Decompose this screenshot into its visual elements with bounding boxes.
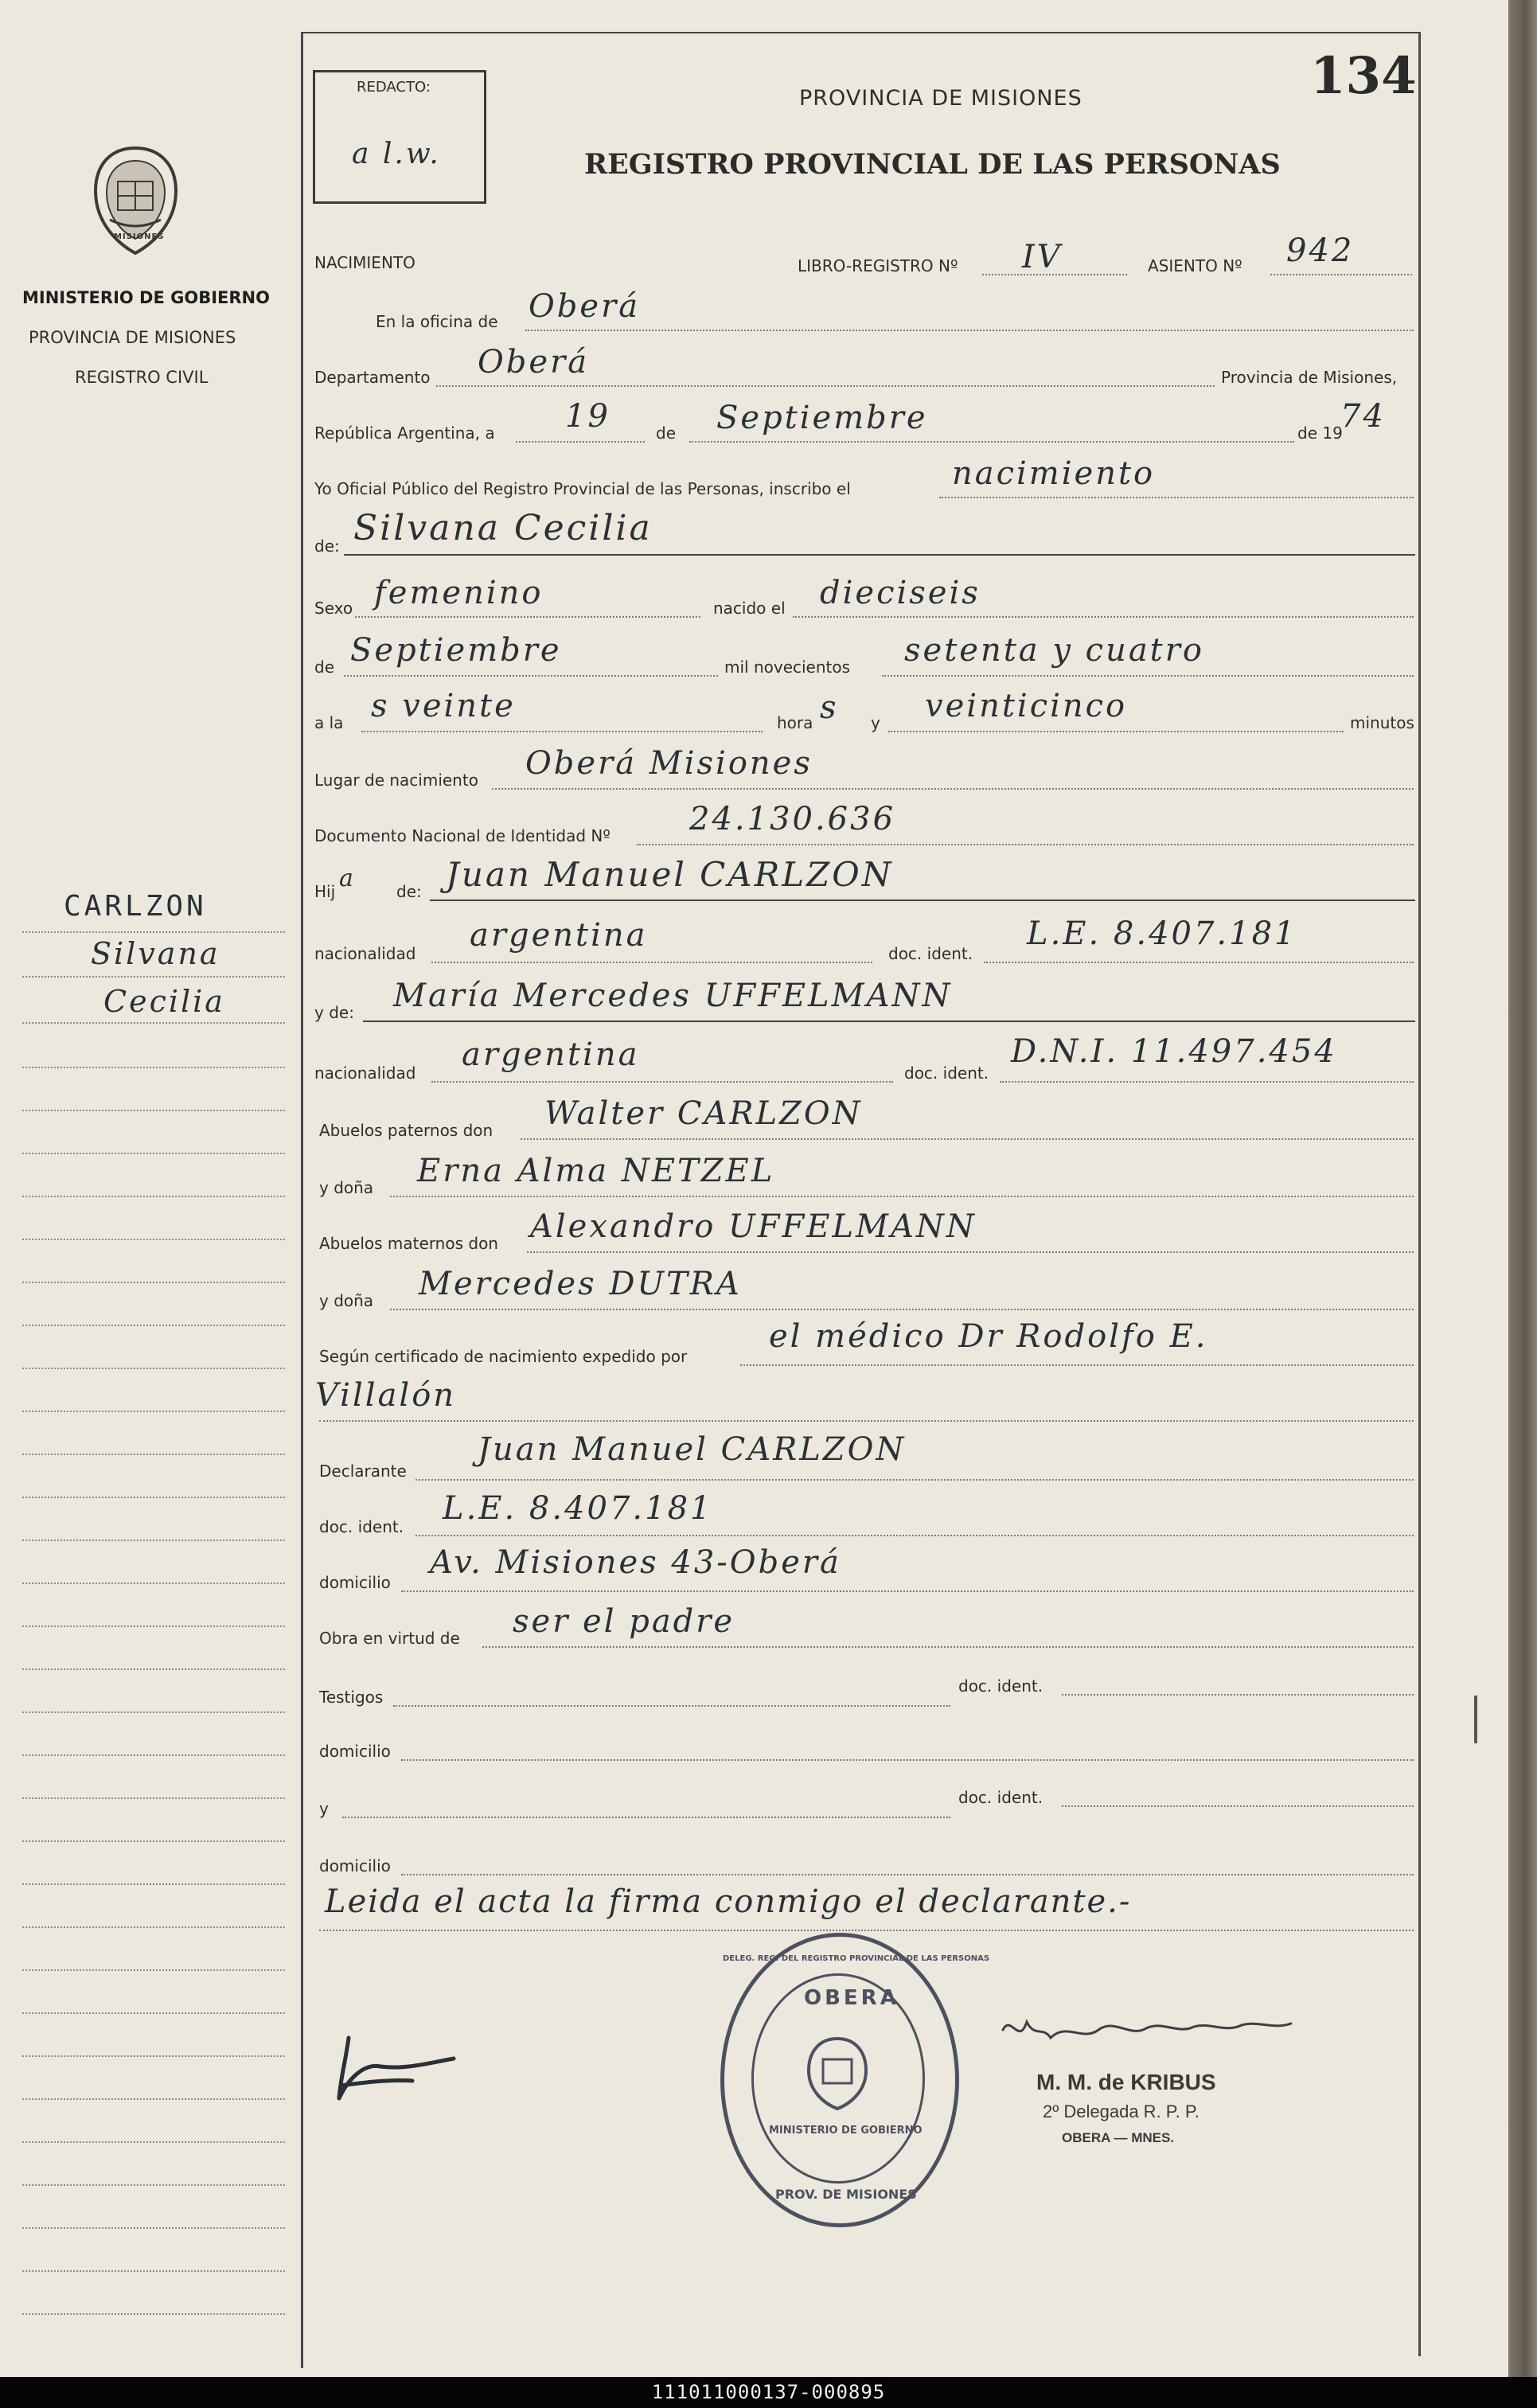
hijo-de-label: de: (396, 882, 422, 901)
sidebar-line (22, 1969, 285, 1971)
asiento-value: 942 (1286, 232, 1355, 269)
nacido-label: nacido el (713, 599, 786, 618)
child-name-value: Silvana Cecilia (353, 508, 653, 548)
declarante-doc-line (415, 1535, 1414, 1536)
domicilio-line (401, 1590, 1414, 1592)
declarante-label: Declarante (319, 1462, 407, 1481)
sidebar-ministry: MINISTERIO DE GOBIERNO (22, 288, 270, 307)
abuela-paterna-value: Erna Alma NETZEL (417, 1153, 775, 1189)
declarante-doc-value: L.E. 8.407.181 (443, 1490, 713, 1527)
sidebar-line (22, 1883, 285, 1885)
sidebar-emblem (86, 143, 185, 259)
asiento-line (1270, 274, 1412, 275)
sidebar-line (22, 1454, 285, 1455)
libro-label: LIBRO-REGISTRO Nº (798, 256, 958, 275)
right-edge-mark (1474, 1696, 1477, 1743)
mother-nationality-line (431, 1081, 893, 1083)
declarante-line (415, 1479, 1414, 1481)
sidebar-line (22, 1668, 285, 1670)
testigos-line (393, 1705, 950, 1707)
sidebar-line (22, 2055, 285, 2057)
nacido-value: dieciseis (820, 575, 981, 611)
abuela-materna-value: Mercedes DUTRA (419, 1266, 742, 1302)
hijo-suffix: a (339, 864, 356, 892)
year-value: 74 (1340, 398, 1386, 435)
stamp-bottom-text: PROV. DE MISIONES (775, 2187, 917, 2202)
mil-label: mil novecientos (724, 658, 851, 677)
abuelo-paterno-value: Walter CARLZON (544, 1095, 863, 1132)
birth-month-line (344, 675, 718, 677)
name-underline (344, 554, 1415, 556)
hora-value: s (820, 689, 839, 726)
departamento-label: Departamento (314, 368, 431, 387)
month-line (689, 441, 1294, 443)
hora-y-label: y (871, 713, 880, 732)
marginal-first-name: Silvana (91, 936, 220, 971)
sidebar-line (22, 1540, 285, 1541)
marginal-surname: CARLZON (64, 890, 207, 923)
dni-label: Documento Nacional de Identidad Nº (314, 826, 611, 845)
minutos-value: veinticinco (925, 688, 1128, 724)
y-de-label: y de: (314, 1003, 354, 1022)
sidebar-line (22, 2141, 285, 2143)
domicilio-label: domicilio (319, 1573, 391, 1592)
abuelos-paternos-label: Abuelos paternos don (319, 1121, 493, 1140)
testigos-doc-line (1062, 1694, 1414, 1696)
provincia-suffix: Provincia de Misiones, (1221, 368, 1398, 387)
header-province: PROVINCIA DE MISIONES (799, 86, 1083, 111)
coat-of-arms-icon (86, 143, 185, 259)
birth-month-value: Septiembre (350, 632, 562, 669)
abuela-paterna-label: y doña (319, 1178, 374, 1197)
sidebar-line (22, 2270, 285, 2272)
page-number: 134 (1310, 46, 1417, 106)
barcode-id: 111011000137-000895 (0, 2377, 1537, 2408)
nacido-line (793, 616, 1414, 618)
year-label: de 19 (1297, 423, 1343, 443)
y-2-line (342, 1817, 950, 1818)
de-label: de (656, 423, 676, 443)
sidebar-line (22, 1583, 285, 1584)
sidebar-line (22, 1711, 285, 1713)
sidebar-line (22, 1067, 285, 1068)
sidebar-line (22, 1368, 285, 1369)
domicilio-3-label: domicilio (319, 1856, 391, 1875)
sidebar-line (22, 1196, 285, 1197)
domicilio-2-line (401, 1759, 1414, 1761)
right-margin-line (1418, 32, 1421, 2356)
father-doc-label: doc. ident. (888, 944, 973, 963)
month-value: Septiembre (716, 400, 928, 436)
departamento-value: Oberá (478, 344, 590, 381)
domicilio-3-line (401, 1874, 1414, 1875)
departamento-line (436, 385, 1215, 387)
sidebar-line (22, 1497, 285, 1498)
inscribo-line (939, 497, 1414, 498)
y-2-label: y (319, 1799, 329, 1818)
lugar-line (492, 788, 1414, 790)
sidebar-line (22, 2098, 285, 2100)
redacto-box (313, 70, 486, 204)
mother-doc-label: doc. ident. (904, 1064, 989, 1083)
lugar-label: Lugar de nacimiento (314, 771, 478, 790)
abuela-paterna-line (390, 1196, 1414, 1197)
header-registry-title: REGISTRO PROVINCIAL DE LAS PERSONAS (584, 148, 1281, 181)
obra-label: Obra en virtud de (319, 1629, 460, 1648)
sidebar-line (22, 1411, 285, 1412)
abuelo-paterno-line (521, 1138, 1414, 1140)
father-nationality-value: argentina (470, 917, 648, 954)
sidebar-line (22, 1110, 285, 1111)
redacto-label: REDACTO: (357, 79, 431, 96)
dni-line (637, 844, 1414, 845)
lugar-value: Oberá Misiones (525, 745, 813, 782)
stamp-inner-text: MINISTERIO DE GOBIERNO (769, 2125, 923, 2137)
abuela-materna-label: y doña (319, 1291, 374, 1310)
signer-place: OBERA — MNES. (1062, 2130, 1175, 2145)
signer-title: 2º Delegada R. P. P. (1043, 2102, 1200, 2121)
minutos-line (888, 731, 1344, 732)
closing-statement: Leida el acta la firma conmigo el declarante.- (325, 1883, 1132, 1920)
sidebar-line (22, 976, 285, 978)
testigos-doc-label: doc. ident. (958, 1676, 1044, 1696)
sidebar-line (22, 1153, 285, 1154)
inscribo-value: nacimiento (952, 455, 1156, 492)
hora-label: hora (777, 713, 813, 732)
obra-value: ser el padre (513, 1603, 735, 1640)
registrar-signature-icon (995, 2006, 1297, 2062)
obra-line (482, 1646, 1414, 1648)
libro-value: IV (1022, 239, 1063, 275)
day-line (516, 441, 645, 443)
day-value: 19 (565, 398, 611, 435)
mother-nationality-label: nacionalidad (314, 1064, 416, 1083)
sidebar-line (22, 931, 285, 933)
mother-underline (363, 1021, 1415, 1022)
sidebar-line (22, 2227, 285, 2229)
domicilio-2-label: domicilio (319, 1742, 391, 1761)
abuelo-materno-value: Alexandro UFFELMANN (530, 1208, 977, 1245)
oficina-label: En la oficina de (376, 312, 498, 331)
mil-line (882, 675, 1414, 677)
stamp-emblem-icon (798, 2032, 877, 2112)
sidebar-line (22, 2184, 285, 2186)
sidebar-line (22, 1239, 285, 1240)
sexo-value: femenino (374, 575, 544, 611)
father-value: Juan Manuel CARLZON (446, 855, 894, 894)
abuela-materna-line (390, 1309, 1414, 1310)
sidebar-registry: REGISTRO CIVIL (75, 368, 209, 387)
certificado-line (740, 1364, 1414, 1366)
redacto-initials: a l.w. (352, 138, 441, 170)
abuelo-materno-line (527, 1251, 1414, 1253)
mother-nationality-value: argentina (462, 1036, 640, 1073)
hijo-label: Hij (314, 882, 336, 901)
record-type-label: NACIMIENTO (314, 253, 415, 272)
oficina-line (525, 330, 1414, 331)
sidebar-line (22, 2313, 285, 2315)
a-la-value: s veinte (371, 688, 516, 724)
abuelos-maternos-label: Abuelos maternos don (319, 1234, 498, 1253)
father-doc-value: L.E. 8.407.181 (1027, 915, 1297, 952)
signer-name: M. M. de KRIBUS (1036, 2070, 1216, 2094)
closing-line (319, 1930, 1414, 1931)
father-doc-line (984, 962, 1414, 963)
a-la-label: a la (314, 713, 344, 732)
book-spine (1508, 0, 1537, 2377)
father-underline (430, 900, 1415, 901)
certificado-value: el médico Dr Rodolfo E. (769, 1318, 1208, 1355)
official-stamp (720, 1933, 990, 2227)
certificado-value-2: Villalón (315, 1377, 457, 1414)
sexo-label: Sexo (314, 599, 353, 618)
sidebar-line (22, 1754, 285, 1756)
sidebar-line (22, 1282, 285, 1283)
testigos-label: Testigos (319, 1688, 384, 1707)
minutos-label: minutos (1350, 713, 1414, 732)
a-la-line (361, 731, 763, 732)
mother-doc-value: D.N.I. 11.497.454 (1011, 1033, 1337, 1070)
stamp-outer-text: DELEG. REG. DEL REGISTRO PROVINCIAL DE LAS PERSONAS (723, 1954, 990, 1963)
yo-oficial-text: Yo Oficial Público del Registro Provincial de las Personas, inscribo el (314, 479, 851, 498)
marginal-second-name: Cecilia (103, 984, 225, 1019)
sidebar-line (22, 1797, 285, 1799)
sidebar-line (22, 2012, 285, 2014)
certificado-line-2 (319, 1420, 1414, 1422)
declarant-signature-icon (317, 2022, 460, 2109)
declarante-doc-label: doc. ident. (319, 1517, 404, 1536)
birth-month-de-label: de (314, 658, 334, 677)
y-2-doc-line (1062, 1805, 1414, 1807)
sidebar-province: PROVINCIA DE MISIONES (29, 328, 236, 347)
name-de-label: de: (314, 537, 340, 556)
dni-value: 24.130.636 (689, 801, 896, 837)
sidebar-line (22, 1840, 285, 1842)
sidebar-line (22, 1926, 285, 1928)
mil-value: setenta y cuatro (904, 632, 1204, 669)
y-2-doc-label: doc. ident. (958, 1788, 1044, 1807)
oficina-value: Oberá (529, 288, 641, 325)
republica-label: República Argentina, a (314, 423, 495, 443)
domicilio-value: Av. Misiones 43-Oberá (430, 1544, 841, 1581)
top-border (301, 32, 1418, 33)
sexo-line (355, 616, 700, 618)
emblem-label: MISIONES (114, 232, 165, 241)
stamp-top-word: OBERA (804, 1986, 899, 2010)
certificado-label: Según certificado de nacimiento expedido por (319, 1347, 688, 1366)
left-column-divider (301, 32, 303, 2368)
father-nationality-line (431, 962, 872, 963)
asiento-label: ASIENTO Nº (1148, 256, 1242, 275)
father-nationality-label: nacionalidad (314, 944, 416, 963)
mother-value: María Mercedes UFFELMANN (393, 978, 953, 1014)
declarante-value: Juan Manuel CARLZON (478, 1431, 907, 1468)
sidebar-line (22, 1022, 285, 1024)
sidebar-line (22, 1625, 285, 1627)
sidebar-line (22, 1325, 285, 1326)
mother-doc-line (1000, 1081, 1414, 1083)
